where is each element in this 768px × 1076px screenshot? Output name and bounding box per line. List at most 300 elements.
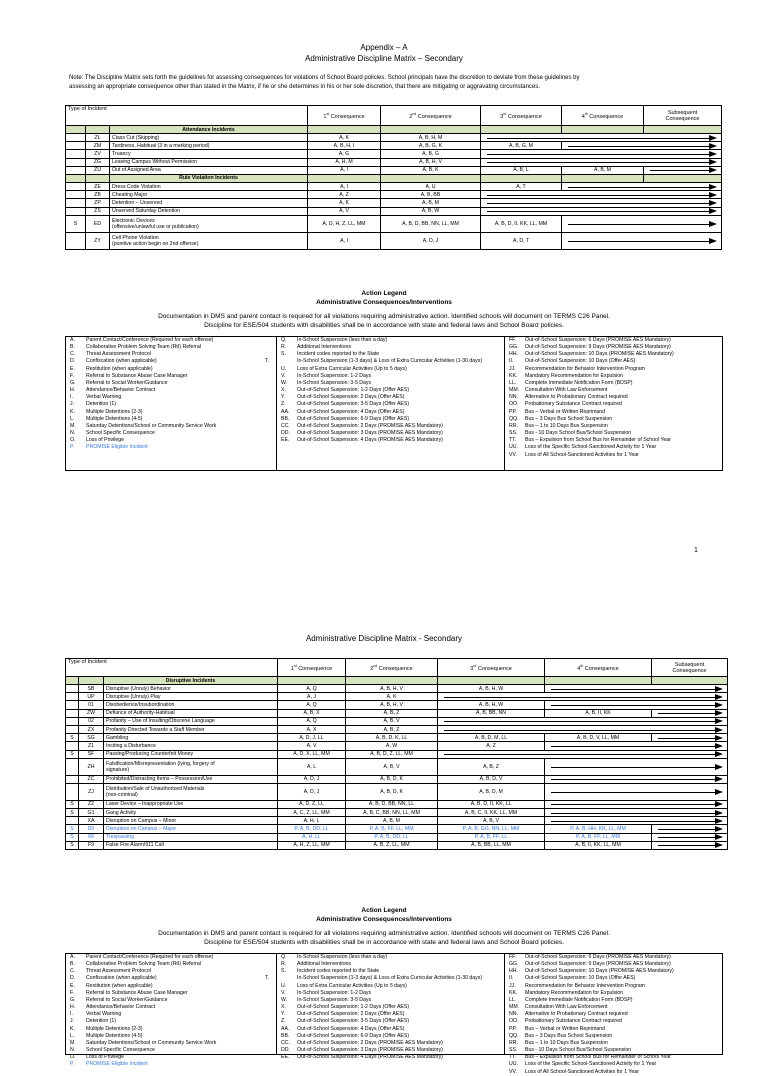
incident-row xyxy=(66,800,728,808)
legend-text: Restitution (when applicable) xyxy=(86,365,153,372)
consequence-number: 2 xyxy=(370,665,374,672)
legend-text: School Specific Consequence xyxy=(86,1047,155,1054)
incident-code: ZC xyxy=(79,775,104,783)
state-reported-flag xyxy=(66,166,86,174)
incident-description xyxy=(110,207,308,215)
state-reported-flag: S xyxy=(66,750,79,758)
ordinal-suffix: th xyxy=(580,664,584,669)
consequence-3: A, Z xyxy=(438,742,545,750)
incident-description xyxy=(104,709,278,717)
legend-key: H. xyxy=(70,387,76,394)
legend-item xyxy=(281,1040,504,1047)
consequence-3: A, B, D, M, LL xyxy=(438,734,545,742)
legend-item xyxy=(70,366,276,373)
incident-code: ZE xyxy=(86,182,110,190)
consequence-arrow xyxy=(545,775,728,783)
legend-text: Multiple Detentions (2-3) xyxy=(86,408,143,415)
consequence-arrow xyxy=(545,800,728,808)
consequence-2: A, B, H, V xyxy=(346,685,438,693)
legend-text: Bus - 10 Days School Bus/School Suspension xyxy=(525,430,632,437)
incident-description xyxy=(110,166,308,174)
incident-code: ZH xyxy=(79,758,104,775)
consequence-2: P, A, B, FF, LL, MM xyxy=(346,825,438,833)
consequence-1: A, K xyxy=(308,134,381,142)
description-line: Disruption on Campus – Minor xyxy=(106,817,177,824)
legend-key: II. xyxy=(509,358,514,365)
description-line: Passing/Producing Counterfeit Money xyxy=(106,751,194,758)
consequence-arrow xyxy=(545,809,728,817)
state-reported-flag: S xyxy=(66,833,79,841)
consequence-header-1 xyxy=(278,659,346,677)
legend-text: Parent Contact/Conference (Required for each offense) xyxy=(86,337,214,343)
description-line: Prohibited/Distracting Items – Possession/Use xyxy=(106,776,213,783)
legend-key: DD. xyxy=(281,1047,290,1054)
incident-description xyxy=(104,693,278,701)
right-arrow-icon xyxy=(547,702,725,708)
legend-key: Q. xyxy=(281,337,287,343)
right-arrow-icon xyxy=(564,184,719,190)
legend-column-2 xyxy=(265,337,504,470)
description-line: Laser Device – Inappropriate Use xyxy=(106,801,184,808)
legend-text: Verbal Warning xyxy=(86,1011,122,1018)
legend-key: F. xyxy=(70,372,75,379)
action-legend-box xyxy=(65,336,723,471)
legend-item xyxy=(281,387,504,394)
legend-item xyxy=(509,1054,722,1061)
consequence-header-1 xyxy=(308,106,381,126)
consequence-3: A, B, D, II, KK, LL xyxy=(438,800,545,808)
legend-item xyxy=(70,423,276,430)
blank-cell xyxy=(86,126,110,134)
legend-item xyxy=(509,416,722,423)
description-line: Out of Assigned Area xyxy=(112,167,161,174)
legend-key: EE. xyxy=(281,437,290,444)
legend-key: W. xyxy=(281,379,288,386)
consequence-1: A, V xyxy=(308,207,381,215)
consequence-2: A, B, C, BB, NN, LL, MM xyxy=(346,809,438,817)
legend-text: Loss of All School-Sanctioned Activities for 1 Year xyxy=(525,1068,639,1075)
consequence-1: A, H, Z, LL, MM xyxy=(278,841,346,849)
blank-cell xyxy=(308,174,381,182)
consequence-3: P, A, B, GG, NN, LL, MM xyxy=(438,825,545,833)
legend-item xyxy=(509,387,722,394)
matrix-title-page2: Administrative Discipline Matrix - Secondary xyxy=(305,634,463,643)
legend-text: Loss of Privilege xyxy=(86,437,125,444)
legend-item xyxy=(70,444,276,451)
legend-text: Saturday Detentions/School or Community Service Work xyxy=(86,422,217,429)
blank-cell xyxy=(86,174,110,182)
incident-description xyxy=(110,158,308,166)
incident-code: ZW xyxy=(79,709,104,717)
consequence-label: Consequence xyxy=(476,665,512,672)
consequence-1: A, H, LL xyxy=(278,833,346,841)
incident-description xyxy=(104,725,278,733)
legend-text: Loss of Extra Curricular Activities (Up to 5 days) xyxy=(297,982,407,989)
state-reported-flag xyxy=(66,158,86,166)
state-reported-flag xyxy=(66,725,79,733)
legend-item xyxy=(70,1047,276,1054)
state-reported-flag xyxy=(66,685,79,693)
incident-code: Z2 xyxy=(79,800,104,808)
consequence-3: A, B, D, V xyxy=(438,775,545,783)
legend-key: D. xyxy=(70,975,76,982)
incident-description xyxy=(104,809,278,817)
consequence-number: 1 xyxy=(290,665,294,672)
legend-text: Attendance/Behavior Contract xyxy=(86,387,156,394)
consequence-2: A, B, Z, LL, MM xyxy=(346,841,438,849)
legend-item xyxy=(70,409,276,416)
blank-cell xyxy=(278,677,346,685)
legend-text: In-School Suspension (1-3 days) & Loss of Extra Curricular Activities (1-30 days) xyxy=(297,975,483,982)
legend-text: In-School Suspension (less than a day) xyxy=(297,954,388,960)
consequence-3: A, B, D, M xyxy=(438,783,545,800)
note-line-1: Note: The Discipline Matrix sets forth the guidelines for assessing consequences for violations of School Board policies. School principals have the discretion to deviate from these guidelines by xyxy=(69,75,580,81)
legend-text: Referral to Substance Abuse Case Manager xyxy=(86,989,188,996)
consequence-3: A, B, H, W xyxy=(438,701,545,709)
legend-key: U. xyxy=(281,365,287,372)
legend-text: Out-of-School Suspension: 10 Days (Offer AES) xyxy=(525,358,636,365)
state-reported-flag xyxy=(66,150,86,158)
incident-description xyxy=(110,150,308,158)
legend-text: Bus – 3 Days Bus School Suspension xyxy=(525,415,613,422)
section-title: Disruptive Incidents xyxy=(104,677,278,685)
state-reported-flag: S xyxy=(66,825,79,833)
legend-key: PP. xyxy=(509,408,517,415)
description-line-2: (offensive/unlawful use or publication) xyxy=(112,223,199,230)
incident-row xyxy=(66,158,722,166)
consequence-1: P, A, B, DD, LL xyxy=(278,825,346,833)
legend-key: KK. xyxy=(509,989,518,996)
action-legend-box-2 xyxy=(65,953,723,1075)
legend-text: Confiscation (when applicable) xyxy=(86,975,157,982)
incident-description xyxy=(104,817,278,825)
consequence-2: A, B, H, V xyxy=(381,158,481,166)
header-row xyxy=(66,106,722,126)
legend-item xyxy=(281,983,504,990)
incident-row xyxy=(66,134,722,142)
incident-code: ZJ xyxy=(79,783,104,800)
consequence-2: A, B, G xyxy=(381,150,481,158)
incident-code: ZP xyxy=(86,199,110,207)
consequence-arrow xyxy=(652,709,728,717)
consequence-number: 3 xyxy=(470,665,474,672)
incident-description xyxy=(104,825,278,833)
legend-key: T. xyxy=(265,975,270,982)
consequence-1: A, D, J xyxy=(278,775,346,783)
legend-text: Out-of-School Suspension: 3-5 Days (Offer AES) xyxy=(297,1018,410,1025)
legend-key: A. xyxy=(70,337,75,343)
legend-key: C. xyxy=(70,968,76,975)
legend-item xyxy=(509,968,722,975)
legend-text: Out-of-School Suspension: 10 Days (PROMISE AES Mandatory) xyxy=(525,968,674,975)
disruptive-matrix-table xyxy=(65,658,728,850)
legend-item xyxy=(281,1018,504,1025)
right-arrow-icon xyxy=(654,710,725,716)
legend-item xyxy=(509,954,722,961)
subsequent-consequence-header xyxy=(652,659,728,677)
consequence-4: A, B, M xyxy=(562,166,644,174)
legend-text: Probationary Substance Contract required xyxy=(525,1018,622,1025)
incident-code: ZS xyxy=(86,207,110,215)
legend-text: Complete Immediate Notification Form (BDSP) xyxy=(525,379,633,386)
legend-key: L. xyxy=(70,1032,75,1039)
legend-item xyxy=(70,358,276,365)
legend-text: Referral to Substance Abuse Case Manager xyxy=(86,372,188,379)
incident-description xyxy=(110,232,308,249)
consequence-2: A, W xyxy=(346,742,438,750)
legend-key: JJ. xyxy=(509,365,516,372)
legend-item xyxy=(281,961,504,968)
legend-key: OO. xyxy=(509,1018,519,1025)
section-title: Attendance Incidents xyxy=(110,126,308,134)
legend-text: Threat Assessment Protocol xyxy=(86,968,151,975)
consequence-2: A, B, Z xyxy=(346,709,438,717)
incident-description xyxy=(104,701,278,709)
consequence-number: 4 xyxy=(577,665,581,672)
consequence-header-4 xyxy=(562,106,644,126)
incident-row xyxy=(66,725,728,733)
state-reported-flag xyxy=(66,232,86,249)
incident-description xyxy=(110,182,308,190)
legend-column-2 xyxy=(265,954,504,1061)
legend-item xyxy=(509,373,722,380)
incident-code: ZX xyxy=(79,725,104,733)
header-row xyxy=(66,659,728,677)
legend-text: Saturday Detentions/School or Community Service Work xyxy=(86,1039,217,1046)
description-line: Disruptive (Unruly) Behavior xyxy=(106,685,171,692)
description-line: Dress Code Violation xyxy=(112,183,161,190)
ordinal-suffix: nd xyxy=(412,112,417,117)
right-arrow-icon xyxy=(547,743,725,749)
legend-key: Y. xyxy=(281,1011,286,1018)
blank-cell xyxy=(562,174,644,182)
page-number: 1 xyxy=(694,547,698,554)
legend-text: Loss of Privilege xyxy=(86,1054,125,1061)
consequence-label: Consequence xyxy=(665,115,700,122)
incident-row xyxy=(66,232,722,249)
incident-row xyxy=(66,182,722,190)
state-reported-flag xyxy=(66,783,79,800)
legend-text: PROMISE Eligible Incident xyxy=(86,444,148,451)
consequence-label: Consequence xyxy=(672,667,707,674)
legend-key: L. xyxy=(70,415,75,422)
consequence-4: A, B, II, KK, LL, MM xyxy=(545,841,652,849)
consequence-1: A, Z xyxy=(308,191,381,199)
legend-text: Mandatory Recommendation for Expulsion xyxy=(525,989,624,996)
state-reported-flag: S xyxy=(66,809,79,817)
legend-key: TT. xyxy=(509,1054,517,1061)
legend-item xyxy=(70,337,276,344)
consequence-4: A, B, D, V, LL, MM xyxy=(545,734,652,742)
ese-note: Discipline for ESE/504 students with disabilities shall be in accordance with state and federal laws and School Board policies. xyxy=(204,322,564,329)
consequence-3: A, B, D, II, KK, LL, MM xyxy=(481,215,562,232)
legend-item xyxy=(281,366,504,373)
legend-text: Incident codes reported to the State xyxy=(297,968,380,975)
legend-key: QQ. xyxy=(509,1032,519,1039)
legend-key: V. xyxy=(281,372,286,379)
consequence-arrow xyxy=(562,182,722,190)
legend-text: Collaborative Problem Solving Team (RtI) Referral xyxy=(86,344,201,351)
description-line: Truancy xyxy=(112,150,131,157)
legend-item xyxy=(70,975,276,982)
incident-code: SB xyxy=(79,685,104,693)
ordinal-suffix: st xyxy=(326,112,330,117)
incident-code: ZU xyxy=(86,166,110,174)
legend-text: Loss of the Specific School-Sanctioned Activity for 1 Year xyxy=(525,444,657,451)
incident-description xyxy=(110,199,308,207)
right-arrow-icon xyxy=(564,238,719,244)
legend-text: Out-of-School Suspension: 6 Days (PROMISE AES Mandatory) xyxy=(525,954,671,960)
consequence-arrow xyxy=(652,825,728,833)
consequence-3: A, B, G, M xyxy=(481,142,562,150)
legend-item xyxy=(509,409,722,416)
legend-item xyxy=(70,344,276,351)
description-line: Defiance of Authority-Habitual xyxy=(106,710,175,717)
legend-key: R. xyxy=(281,344,287,351)
incident-code: D0 xyxy=(79,825,104,833)
legend-item xyxy=(70,1026,276,1033)
state-reported-flag xyxy=(66,207,86,215)
incident-row xyxy=(66,199,722,207)
legend-item xyxy=(509,997,722,1004)
incident-row xyxy=(66,166,722,174)
legend-item xyxy=(70,1040,276,1047)
consequence-1: A, J xyxy=(278,693,346,701)
legend-key: BB. xyxy=(281,415,290,422)
legend-key: K. xyxy=(70,408,75,415)
incident-code: SF xyxy=(79,750,104,758)
legend-text: Multiple Detentions (4-5) xyxy=(86,1032,143,1039)
subsequent-consequence-header xyxy=(644,106,722,126)
legend-item xyxy=(281,337,504,344)
legend-item xyxy=(281,430,504,437)
incident-code: UP xyxy=(79,693,104,701)
legend-key: EE. xyxy=(281,1054,290,1061)
state-reported-flag xyxy=(66,182,86,190)
consequence-1: A, I xyxy=(308,166,381,174)
description-line: Distribution/Sale of Unauthorized Materials xyxy=(106,785,205,792)
consequence-arrow xyxy=(562,232,722,249)
legend-key: W. xyxy=(281,996,288,1003)
legend-item xyxy=(509,344,722,351)
incident-code: G1 xyxy=(79,809,104,817)
consequence-header-4 xyxy=(545,659,652,677)
consequence-arrow xyxy=(438,725,728,733)
legend-key: G. xyxy=(70,379,76,386)
legend-text: Multiple Detentions (4-5) xyxy=(86,415,143,422)
description-line: Electronic Devices xyxy=(112,217,155,224)
legend-item xyxy=(70,373,276,380)
action-legend-title-2: Action Legend xyxy=(361,907,407,914)
consequence-3: A, B, V xyxy=(438,817,545,825)
consequence-arrow xyxy=(545,758,728,775)
consequence-2: A, B, D, K, LL xyxy=(346,734,438,742)
state-reported-flag xyxy=(66,717,79,725)
legend-key: H. xyxy=(70,1004,76,1011)
consequence-3: A, B, H, W xyxy=(438,685,545,693)
legend-key: O. xyxy=(70,1054,76,1061)
incident-description xyxy=(110,134,308,142)
legend-key: D. xyxy=(70,358,76,365)
right-arrow-icon xyxy=(440,694,725,700)
state-reported-flag: S xyxy=(66,841,79,849)
legend-key: HH. xyxy=(509,968,518,975)
state-reported-flag: S xyxy=(66,734,79,742)
consequence-arrow xyxy=(562,215,722,232)
incident-code: ZL xyxy=(86,134,110,142)
consequence-arrow xyxy=(652,841,728,849)
legend-item xyxy=(509,394,722,401)
consequence-2: A, B, D, BB, NN, LL, MM xyxy=(381,215,481,232)
consequence-arrow xyxy=(481,150,722,158)
state-reported-flag xyxy=(66,701,79,709)
legend-text: Confiscation (when applicable) xyxy=(86,358,157,365)
consequence-1: A, D, Z, LL xyxy=(278,800,346,808)
legend-key: OO. xyxy=(509,401,519,408)
incident-code: ZB xyxy=(86,191,110,199)
right-arrow-icon xyxy=(547,789,725,795)
legend-key: P. xyxy=(70,444,75,451)
incident-description xyxy=(104,734,278,742)
incident-row xyxy=(66,207,722,215)
incident-description xyxy=(110,191,308,199)
legend-item xyxy=(509,380,722,387)
legend-text: Recommendation for Behavior Intervention Program xyxy=(525,365,645,372)
consequence-1: A, D, H, Z, LL, MM xyxy=(308,215,381,232)
description-line: Tardiness, Habitual (3 in a marking period) xyxy=(112,142,210,149)
legend-key: M. xyxy=(70,422,76,429)
legend-key: U. xyxy=(281,982,287,989)
ordinal-suffix: rd xyxy=(503,112,507,117)
consequence-label: Consequence xyxy=(329,113,365,120)
legend-text: Out-of-School Suspension: 4 Days (PROMISE AES Mandatory) xyxy=(297,1054,443,1061)
consequence-arrow xyxy=(481,158,722,166)
legend-text: Alternative to Probationary Contract required xyxy=(525,1011,628,1018)
legend-text: Alternative to Probationary Contract required xyxy=(525,394,628,401)
legend-item xyxy=(281,416,504,423)
incident-code: XA xyxy=(79,817,104,825)
incident-row xyxy=(66,809,728,817)
appendix-title: Appendix – A xyxy=(360,43,408,52)
legend-text: Out-of-School Suspension: 6-9 Days (Offer AES) xyxy=(297,415,410,422)
legend-text: Out-of-School Suspension: 6-9 Days (Offer AES) xyxy=(297,1032,410,1039)
incident-row xyxy=(66,215,722,232)
legend-text: Detention (1) xyxy=(86,401,116,408)
legend-text: Loss of All School-Sanctioned Activities for 1 Year xyxy=(525,451,639,458)
description-line: Disobedience/Insubordination xyxy=(106,701,175,708)
legend-text: Out-of-School Suspension: 3 Days (PROMISE AES Mandatory) xyxy=(297,430,443,437)
legend-item xyxy=(281,1026,504,1033)
legend-key: BB. xyxy=(281,1032,290,1039)
incident-code: SG xyxy=(79,734,104,742)
legend-item xyxy=(281,437,504,444)
consequence-1: A, Q xyxy=(278,701,346,709)
legend-key: LL. xyxy=(509,379,517,386)
legend-key: KK. xyxy=(509,372,518,379)
legend-item xyxy=(70,997,276,1004)
legend-text: Attendance/Behavior Contract xyxy=(86,1004,156,1011)
legend-text: Recommendation for Behavior Intervention Program xyxy=(525,982,645,989)
legend-key: V. xyxy=(281,989,286,996)
subsequent-label: Subsequent xyxy=(667,109,698,116)
legend-key: B. xyxy=(70,344,75,351)
consequence-label: Consequence xyxy=(416,113,452,120)
legend-item xyxy=(281,394,504,401)
incident-row xyxy=(66,701,728,709)
legend-item xyxy=(509,437,722,444)
consequence-2: A, D, J xyxy=(381,232,481,249)
legend-text: Restitution (when applicable) xyxy=(86,982,153,989)
